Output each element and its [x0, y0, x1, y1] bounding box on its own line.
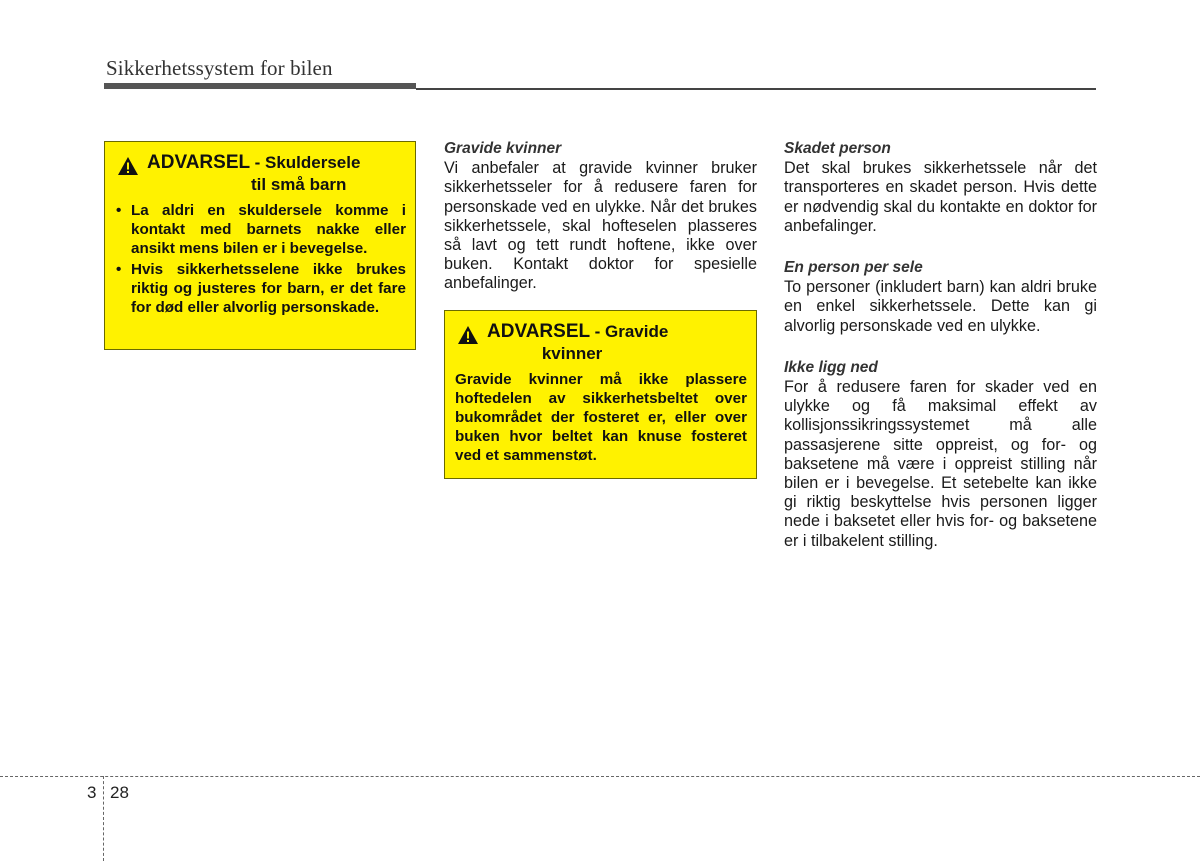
- warning-body: Gravide kvinner må ikke plassere hoftedelen av sikkerhetsbeltet over bukområdet der fosteret er, eller over buken hvor beltet kan knuse fosteret ved et sammenstøt.: [455, 370, 747, 464]
- warning-item: • Hvis sikkerhetsselene ikke brukes riktig og justeres for barn, er det fare for død eller alvorlig personskade.: [115, 260, 406, 317]
- warning-label: ADVARSEL: [147, 152, 251, 173]
- warning-label: ADVARSEL: [487, 320, 591, 342]
- footer-dashed-rule: [0, 776, 1200, 777]
- warning-title: [487, 321, 668, 364]
- warning-triangle-icon: [457, 325, 479, 345]
- warning-title-line1: - Gravide: [594, 321, 669, 341]
- footer-dashed-divider: [103, 776, 104, 861]
- column-right: [784, 139, 1097, 551]
- section-heading-one-person-per-belt: En person per sele: [784, 259, 923, 277]
- warning-title-line2: kvinner: [541, 343, 603, 363]
- column-middle: [444, 139, 757, 479]
- section-body-do-not-lie-down: For å redusere faren for skader ved en ulykke og få maksimal effekt av kollisjonssikringssystemet må alle passasjerene sitte oppreist, og for- og baksetene må være i oppreist stilling når bilen er i bevegelse. Et setebelte kan ikke gi riktig beskyttelse hvis personen ligger nede i baksetet eller hvis for- og baksetene er i tilbakelent stilling.: [784, 378, 1097, 550]
- column-left: [104, 141, 416, 350]
- chapter-number: 3: [87, 783, 97, 802]
- section-heading-do-not-lie-down: Ikke ligg ned: [784, 358, 878, 376]
- warning-title: [147, 152, 360, 195]
- header-rule-thick: [104, 83, 416, 89]
- page-header-title: Sikkerhetssystem for bilen: [106, 56, 333, 80]
- section-body-one-person-per-belt: To personer (inkludert barn) kan aldri bruke en enkel sikkerhetssele. Dette kan gi alvorlig personskade ved en ulykke.: [784, 278, 1097, 335]
- warning-title-line2: til små barn: [251, 175, 347, 194]
- warning-list: [115, 201, 406, 317]
- warning-header: [115, 152, 406, 195]
- section-heading-injured-person: Skadet person: [784, 140, 891, 157]
- warning-title-line1: - Skuldersele: [254, 153, 361, 172]
- warning-box-child-shoulder-belt: [104, 141, 416, 350]
- warning-triangle-icon: [117, 156, 139, 176]
- page-number: 28: [110, 783, 129, 802]
- warning-item: • La aldri en skuldersele komme i kontakt med barnets nakke eller ansikt mens bilen er i bevegelse.: [115, 201, 406, 258]
- section-body-injured-person: Det skal brukes sikkerhetssele når det transporteres en skadet person. Hvis dette er nødvendig skal du kontakte en doktor for anbefalinger.: [784, 159, 1097, 235]
- warning-header: [455, 321, 747, 364]
- section-body-pregnant-women: Vi anbefaler at gravide kvinner bruker sikkerhetsseler for å redusere faren for personskade ved en ulykke. Når det brukes sikkerhetssele, skal hofteselen plasseres så lavt og tett rundt hoftene, ikke over buken. Kontakt doktor for spesielle anbefalinger.: [444, 159, 757, 293]
- section-heading-pregnant-women: Gravide kvinner: [444, 140, 562, 157]
- header-rule-thin: [416, 88, 1096, 90]
- warning-box-pregnant-women: [444, 310, 757, 479]
